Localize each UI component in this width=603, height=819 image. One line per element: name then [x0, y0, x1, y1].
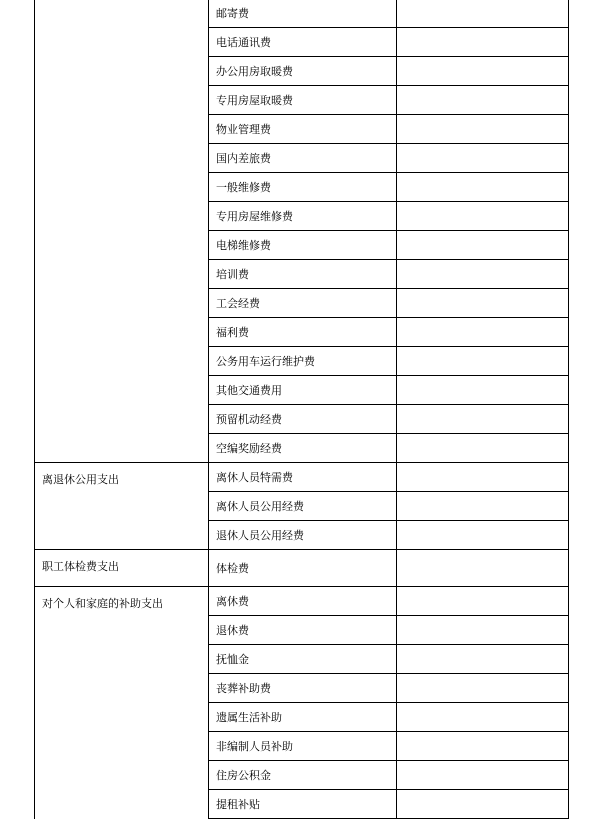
item-cell: 非编制人员补助 [209, 732, 397, 761]
item-cell: 电话通讯费 [209, 28, 397, 57]
value-cell [397, 587, 569, 616]
value-cell [397, 463, 569, 492]
value-cell [397, 260, 569, 289]
value-cell [397, 231, 569, 260]
category-cell: 职工体检费支出 [35, 550, 209, 587]
value-cell [397, 318, 569, 347]
item-cell: 退休费 [209, 616, 397, 645]
item-cell: 其他交通费用 [209, 376, 397, 405]
value-cell [397, 616, 569, 645]
category-cell: 离退休公用支出 [35, 463, 209, 550]
value-cell [397, 434, 569, 463]
expense-table-body [35, 0, 569, 819]
item-cell: 空编奖励经费 [209, 434, 397, 463]
item-cell: 培训费 [209, 260, 397, 289]
item-cell: 工会经费 [209, 289, 397, 318]
item-cell: 丧葬补助费 [209, 674, 397, 703]
table-row [35, 550, 569, 587]
item-cell: 办公用房取暖费 [209, 57, 397, 86]
value-cell [397, 57, 569, 86]
item-cell: 遗属生活补助 [209, 703, 397, 732]
table-row [35, 587, 569, 616]
item-cell: 离休人员特需费 [209, 463, 397, 492]
item-cell: 邮寄费 [209, 0, 397, 28]
value-cell [397, 289, 569, 318]
value-cell [397, 347, 569, 376]
item-cell: 抚恤金 [209, 645, 397, 674]
value-cell [397, 703, 569, 732]
item-cell: 体检费 [209, 550, 397, 587]
value-cell [397, 405, 569, 434]
table-row [35, 463, 569, 492]
expense-table [34, 0, 569, 819]
item-cell: 离休人员公用经费 [209, 492, 397, 521]
value-cell [397, 0, 569, 28]
item-cell: 物业管理费 [209, 115, 397, 144]
item-cell: 专用房屋维修费 [209, 202, 397, 231]
item-cell: 电梯维修费 [209, 231, 397, 260]
item-cell: 住房公积金 [209, 761, 397, 790]
value-cell [397, 173, 569, 202]
value-cell [397, 732, 569, 761]
value-cell [397, 521, 569, 550]
item-cell: 离休费 [209, 587, 397, 616]
item-cell: 专用房屋取暖费 [209, 86, 397, 115]
item-cell: 退休人员公用经费 [209, 521, 397, 550]
category-cell: 对个人和家庭的补助支出 [35, 587, 209, 819]
value-cell [397, 28, 569, 57]
value-cell [397, 376, 569, 405]
value-cell [397, 202, 569, 231]
category-cell [35, 0, 209, 463]
item-cell: 提租补贴 [209, 790, 397, 819]
value-cell [397, 790, 569, 819]
value-cell [397, 492, 569, 521]
value-cell [397, 674, 569, 703]
item-cell: 一般维修费 [209, 173, 397, 202]
item-cell: 预留机动经费 [209, 405, 397, 434]
value-cell [397, 86, 569, 115]
table-row [35, 0, 569, 28]
value-cell [397, 144, 569, 173]
value-cell [397, 761, 569, 790]
item-cell: 公务用车运行维护费 [209, 347, 397, 376]
item-cell: 国内差旅费 [209, 144, 397, 173]
value-cell [397, 550, 569, 587]
value-cell [397, 115, 569, 144]
value-cell [397, 645, 569, 674]
item-cell: 福利费 [209, 318, 397, 347]
